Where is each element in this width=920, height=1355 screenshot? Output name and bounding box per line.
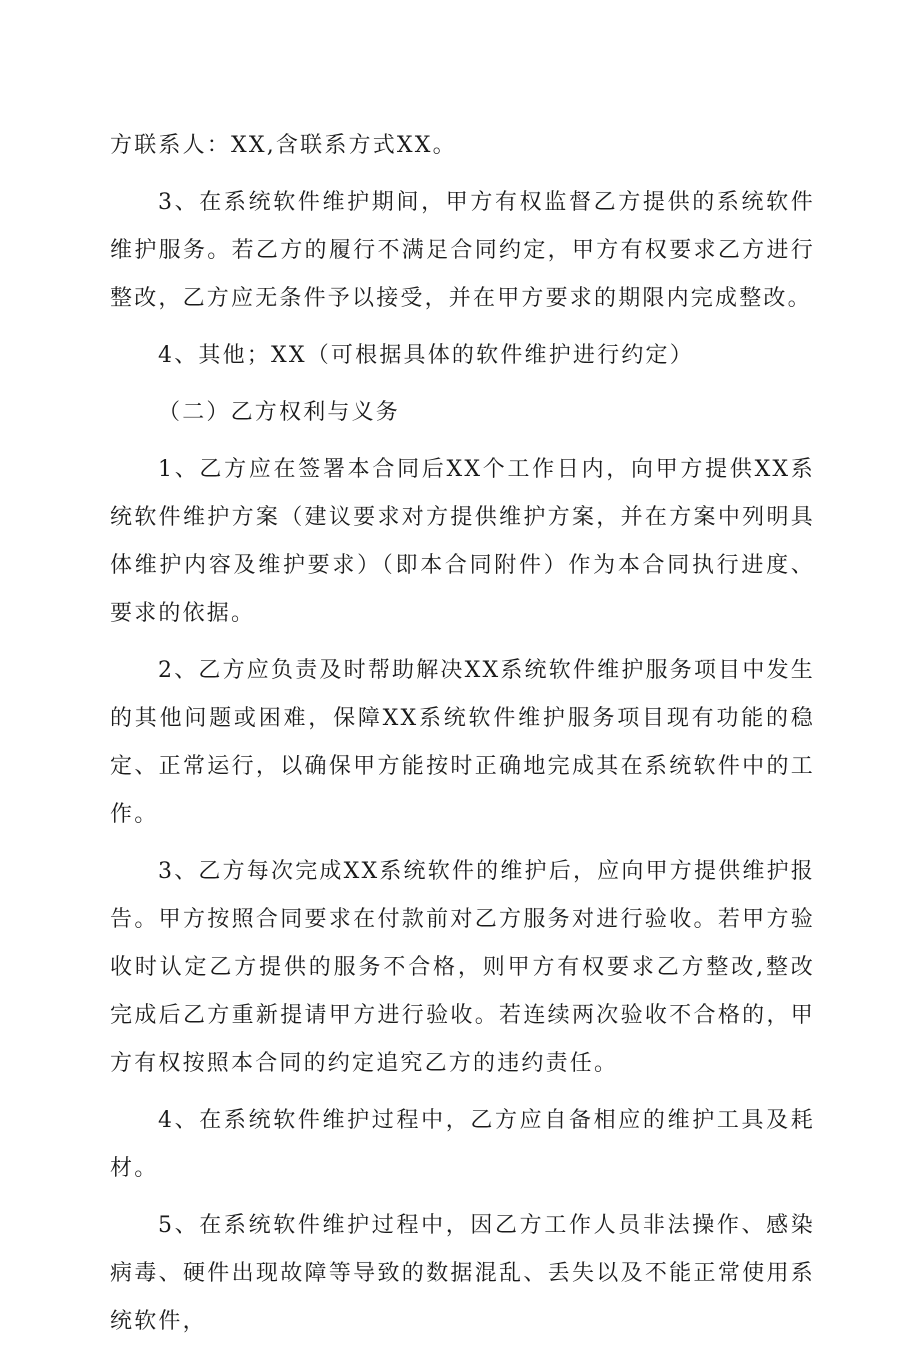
paragraph-party-a-clause-4: 4、其他；XX（可根据具体的软件维护进行约定）	[158, 343, 694, 368]
document-body	[110, 122, 815, 1355]
paragraph-party-b-clause-1: 1、乙方应在签署本合同后XX个工作日内，向甲方提供XX系统软件维护方案（建议要求对方提供维护方案，并在方案中列明具体维护内容及维护要求）（即本合同附件）作为本合同执行进度、要求的依据。	[110, 457, 815, 626]
paragraph-party-b-clause-2: 2、乙方应负责及时帮助解决XX系统软件维护服务项目中发生的其他问题或困难，保障XX系统软件维护服务项目现有功能的稳定、正常运行，以确保甲方能按时正确地完成其在系统软件中的工作。	[110, 658, 815, 827]
paragraph-party-b-clause-5: 5、在系统软件维护过程中，因乙方工作人员非法操作、感染病毒、硬件出现故障等导致的数据混乱、丢失以及不能正常使用系统软件，	[110, 1213, 815, 1334]
section-heading-party-b-rights: （二）乙方权利与义务	[158, 400, 401, 425]
paragraph-contact-continuation: 方联系人：XX,含联系方式XX。	[110, 133, 457, 158]
paragraph-party-a-clause-3: 3、在系统软件维护期间，甲方有权监督乙方提供的系统软件维护服务。若乙方的履行不满足合同约定，甲方有权要求乙方进行整改，乙方应无条件予以接受，并在甲方要求的期限内完成整改。	[110, 190, 815, 311]
paragraph-party-b-clause-3: 3、乙方每次完成XX系统软件的维护后，应向甲方提供维护报告。甲方按照合同要求在付款前对乙方服务对进行验收。若甲方验收时认定乙方提供的服务不合格，则甲方有权要求乙方整改,整改完成后乙方重新提请甲方进行验收。若连续两次验收不合格的，甲方有权按照本合同的约定追究乙方的违约责任。	[110, 859, 815, 1076]
paragraph-party-b-clause-4: 4、在系统软件维护过程中，乙方应自备相应的维护工具及耗材。	[110, 1108, 815, 1181]
